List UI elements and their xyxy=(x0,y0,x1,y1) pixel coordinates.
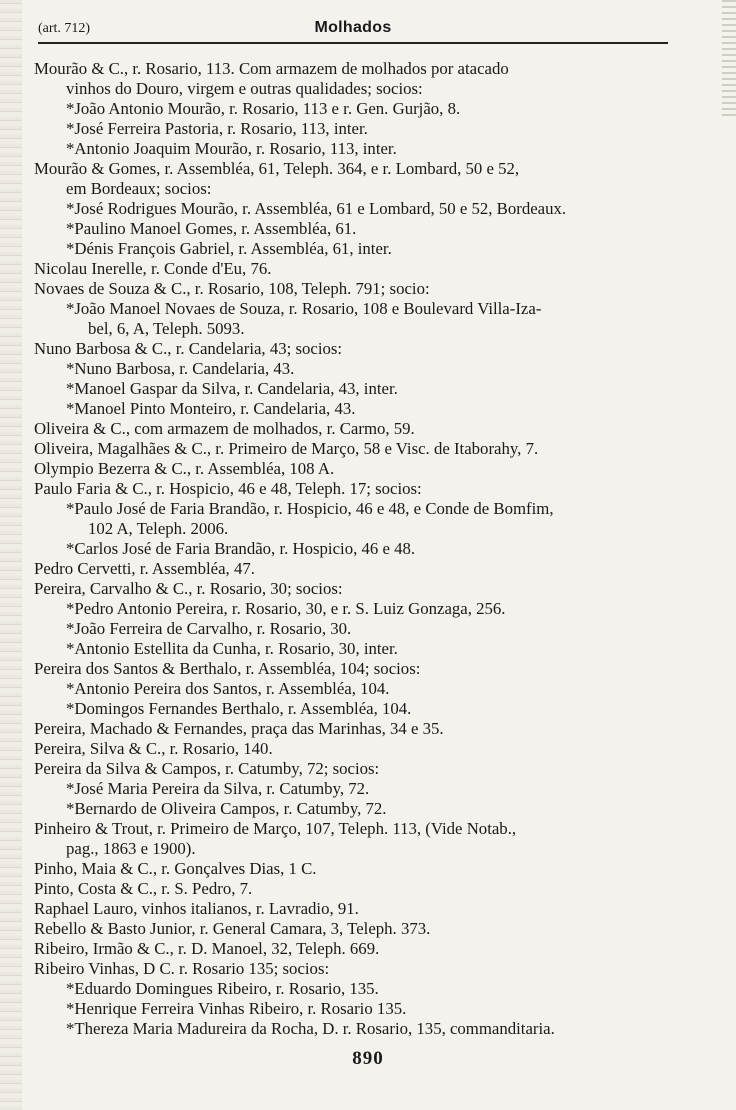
entry-line: Pinheiro & Trout, r. Primeiro de Março, 107, Teleph. 113, (Vide Notab., xyxy=(34,819,517,838)
entry-line: Ribeiro Vinhas, D C. r. Rosario 135; socios: xyxy=(34,959,330,978)
page-right-edge xyxy=(722,0,736,120)
entry-line: *Nuno Barbosa, r. Candelaria, 43. xyxy=(66,359,295,378)
entry-line: Oliveira, Magalhães & C., r. Primeiro de Março, 58 e Visc. de Itaborahy, 7. xyxy=(34,439,539,458)
entry-line: *Carlos José de Faria Brandão, r. Hospicio, 46 e 48. xyxy=(66,539,416,558)
entry-line: *João Ferreira de Carvalho, r. Rosario, 30. xyxy=(66,619,352,638)
entry-line: *Pedro Antonio Pereira, r. Rosario, 30, e r. S. Luiz Gonzaga, 256. xyxy=(66,599,506,618)
entry-line: *Paulo José de Faria Brandão, r. Hospicio, 46 e 48, e Conde de Bomfim, xyxy=(66,499,554,518)
entry-line: Pereira, Carvalho & C., r. Rosario, 30; socios: xyxy=(34,579,343,598)
entry-line: *Bernardo de Oliveira Campos, r. Catumby, 72. xyxy=(66,799,387,818)
entry-line: Olympio Bezerra & C., r. Assembléa, 108 A. xyxy=(34,459,335,478)
entry-line: *Antonio Pereira dos Santos, r. Assembléa, 104. xyxy=(66,679,390,698)
entry-line: Pereira, Machado & Fernandes, praça das Marinhas, 34 e 35. xyxy=(34,719,444,738)
entry-line: Pinho, Maia & C., r. Gonçalves Dias, 1 C. xyxy=(34,859,317,878)
entry-line: Raphael Lauro, vinhos italianos, r. Lavradio, 91. xyxy=(34,899,359,918)
entry-line: Rebello & Basto Junior, r. General Camara, 3, Teleph. 373. xyxy=(34,919,431,938)
entry-line: Pereira da Silva & Campos, r. Catumby, 72; socios: xyxy=(34,759,380,778)
entry-line: bel, 6, A, Teleph. 5093. xyxy=(88,319,245,338)
entry-line: Nicolau Inerelle, r. Conde d'Eu, 76. xyxy=(34,259,272,278)
page-number: 890 xyxy=(352,1048,384,1069)
entry-line: vinhos do Douro, virgem e outras qualidades; socios: xyxy=(66,79,423,98)
entry-line: Mourão & C., r. Rosario, 113. Com armazem de molhados por atacado xyxy=(34,59,509,78)
entry-line: Mourão & Gomes, r. Assembléa, 61, Teleph. 364, e r. Lombard, 50 e 52, xyxy=(34,159,520,178)
entry-line: Nuno Barbosa & C., r. Candelaria, 43; socios: xyxy=(34,339,343,358)
entry-line: *Manoel Gaspar da Silva, r. Candelaria, 43, inter. xyxy=(66,379,398,398)
entry-line: Pinto, Costa & C., r. S. Pedro, 7. xyxy=(34,879,253,898)
entry-line: *José Maria Pereira da Silva, r. Catumby, 72. xyxy=(66,779,370,798)
entry-line: *Paulino Manoel Gomes, r. Assembléa, 61. xyxy=(66,219,357,238)
entry-line: 102 A, Teleph. 2006. xyxy=(88,519,229,538)
article-reference: (art. 712) xyxy=(38,21,91,36)
entry-line: *Eduardo Domingues Ribeiro, r. Rosario, 135. xyxy=(66,979,379,998)
entry-line: Oliveira & C., com armazem de molhados, r. Carmo, 59. xyxy=(34,419,415,438)
entry-line: *Manoel Pinto Monteiro, r. Candelaria, 43. xyxy=(66,399,356,418)
entry-line: *Henrique Ferreira Vinhas Ribeiro, r. Rosario 135. xyxy=(66,999,407,1018)
page-title: Molhados xyxy=(314,19,392,36)
entry-line: *Antonio Joaquim Mourão, r. Rosario, 113, inter. xyxy=(66,139,397,158)
entry-line: *João Antonio Mourão, r. Rosario, 113 e r. Gen. Gurjão, 8. xyxy=(66,99,461,118)
entry-line: *Domingos Fernandes Berthalo, r. Assembléa, 104. xyxy=(66,699,412,718)
entry-line: pag., 1863 e 1900). xyxy=(66,839,196,858)
entry-line: *José Ferreira Pastoria, r. Rosario, 113, inter. xyxy=(66,119,368,138)
header-rule xyxy=(38,42,668,44)
entry-line: Paulo Faria & C., r. Hospicio, 46 e 48, Teleph. 17; socios: xyxy=(34,479,422,498)
entry-line: Pereira dos Santos & Berthalo, r. Assembléa, 104; socios: xyxy=(34,659,421,678)
entry-line: Pedro Cervetti, r. Assembléa, 47. xyxy=(34,559,255,578)
entry-line: *Dénis François Gabriel, r. Assembléa, 61, inter. xyxy=(66,239,392,258)
page-header xyxy=(38,17,668,41)
entry-line: *José Rodrigues Mourão, r. Assembléa, 61 e Lombard, 50 e 52, Bordeaux. xyxy=(66,199,567,218)
entry-line: Novaes de Souza & C., r. Rosario, 108, Teleph. 791; socio: xyxy=(34,279,430,298)
entry-line: *Antonio Estellita da Cunha, r. Rosario, 30, inter. xyxy=(66,639,398,658)
entry-line: Pereira, Silva & C., r. Rosario, 140. xyxy=(34,739,273,758)
entry-line: Ribeiro, Irmão & C., r. D. Manoel, 32, Teleph. 669. xyxy=(34,939,380,958)
entry-line: em Bordeaux; socios: xyxy=(66,179,212,198)
entry-line: *Thereza Maria Madureira da Rocha, D. r. Rosario, 135, commanditaria. xyxy=(66,1019,555,1038)
page-left-edge xyxy=(0,0,22,1110)
entry-line: *João Manoel Novaes de Souza, r. Rosario, 108 e Boulevard Villa-Iza- xyxy=(66,299,542,318)
